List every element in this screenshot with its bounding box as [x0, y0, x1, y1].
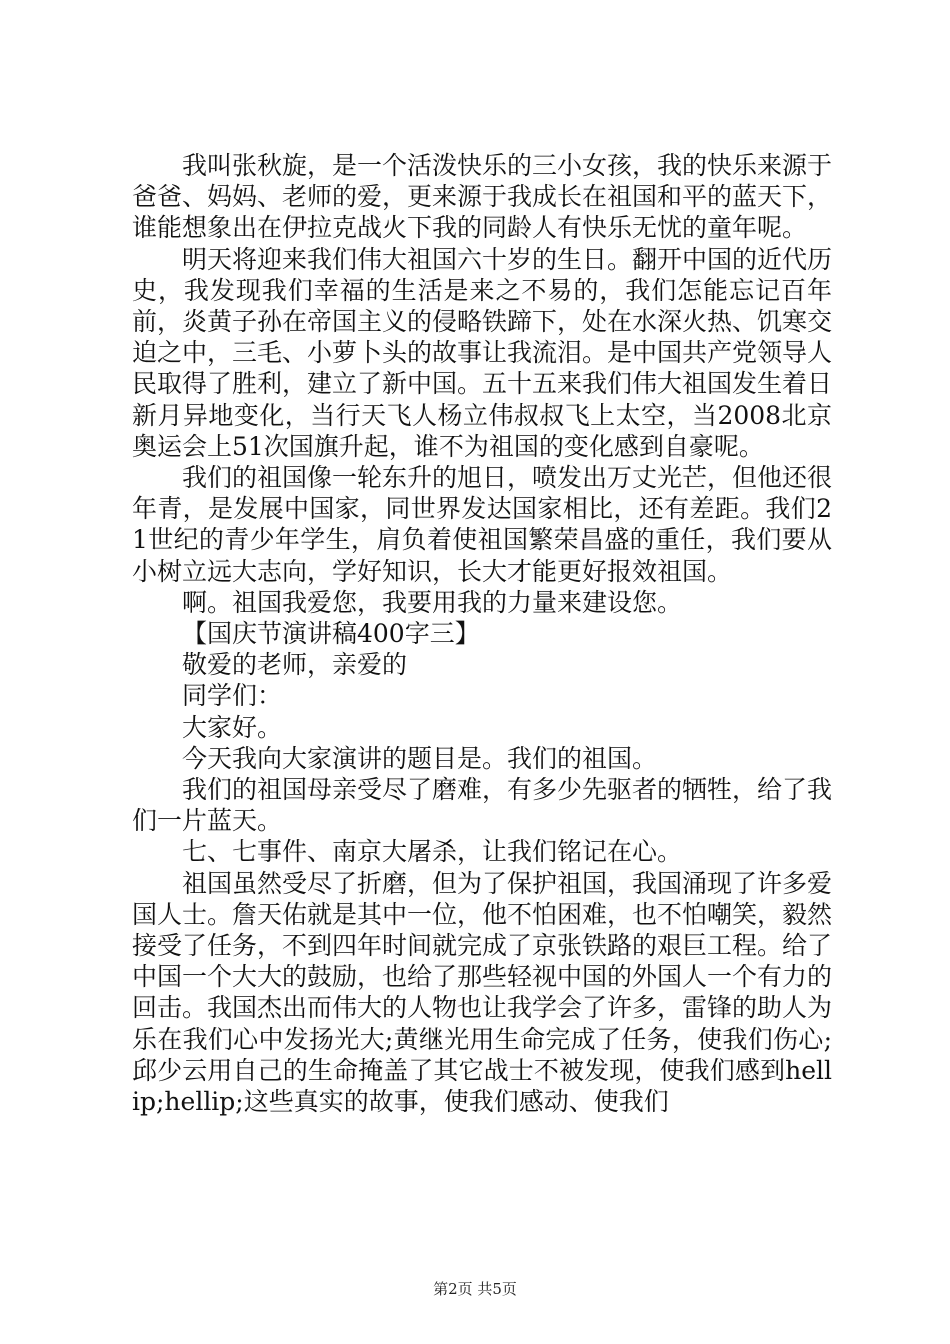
paragraph-intro: 我叫张秋旋，是一个活泼快乐的三小女孩，我的快乐来源于爸爸、妈妈、老师的爱，更来源于我成长在祖国和平的蓝天下，谁能想象出在伊拉克战火下我的同龄人有快乐无忧的童年呢。 — [132, 151, 833, 243]
paragraph-remember: 七、七事件、南京大屠杀，让我们铭记在心。 — [182, 837, 683, 867]
paragraph-love-motherland: 啊。祖国我爱您，我要用我的力量来建设您。 — [182, 587, 683, 617]
section-heading: 【国庆节演讲稿400字三】 — [182, 619, 480, 649]
document-body — [132, 150, 832, 1117]
paragraph-patriots: 祖国虽然受尽了折磨，但为了保护祖国，我国涌现了许多爱国人士。詹天佑就是其中一位，他不怕困难，也不怕嘲笑，毅然接受了任务，不到四年时间就完成了京张铁路的艰巨工程。给了中国一个大大的鼓励，也给了那些轻视中国的外国人一个有力的回击。我国杰出而伟大的人物也让我学会了许多，雷锋的助人为乐在我们心中发扬光大;黄继光用生命完成了任务，使我们伤心;邱少云用自己的生命掩盖了其它战士不被发现，使我们感到hellip;hellip;这些真实的故事，使我们感动、使我们 — [132, 868, 833, 1117]
greeting: 大家好。 — [182, 712, 283, 742]
page-number: 第2页 共5页 — [433, 1280, 517, 1298]
paragraph-topic: 今天我向大家演讲的题目是。我们的祖国。 — [182, 743, 658, 773]
salutation-classmates: 同学们： — [182, 681, 283, 711]
paragraph-history: 明天将迎来我们伟大祖国六十岁的生日。翻开中国的近代历史，我发现我们幸福的生活是来之不易的，我们怎能忘记百年前，炎黄子孙在帝国主义的侵略铁蹄下，处在水深火热、饥寒交迫之中，三毛、小萝卜头的故事让我流泪。是中国共产党领导人民取得了胜利，建立了新中国。五十五来我们伟大祖国发生着日新月异地变化，当行天飞人杨立伟叔叔飞上太空，当2008北京奥运会上51次国旗升起，谁不为祖国的变化感到自豪呢。 — [132, 244, 833, 461]
salutation-teachers: 敬爱的老师，亲爱的 — [182, 650, 408, 680]
paragraph-rising-sun: 我们的祖国像一轮东升的旭日，喷发出万丈光芒，但他还很年青，是发展中国家，同世界发达国家相比，还有差距。我们21世纪的青少年学生，肩负着使祖国繁荣昌盛的重任，我们要从小树立远大志向，学好知识，长大才能更好报效祖国。 — [132, 463, 833, 586]
paragraph-hardships: 我们的祖国母亲受尽了磨难，有多少先驱者的牺牲，给了我们一片蓝天。 — [132, 775, 833, 836]
